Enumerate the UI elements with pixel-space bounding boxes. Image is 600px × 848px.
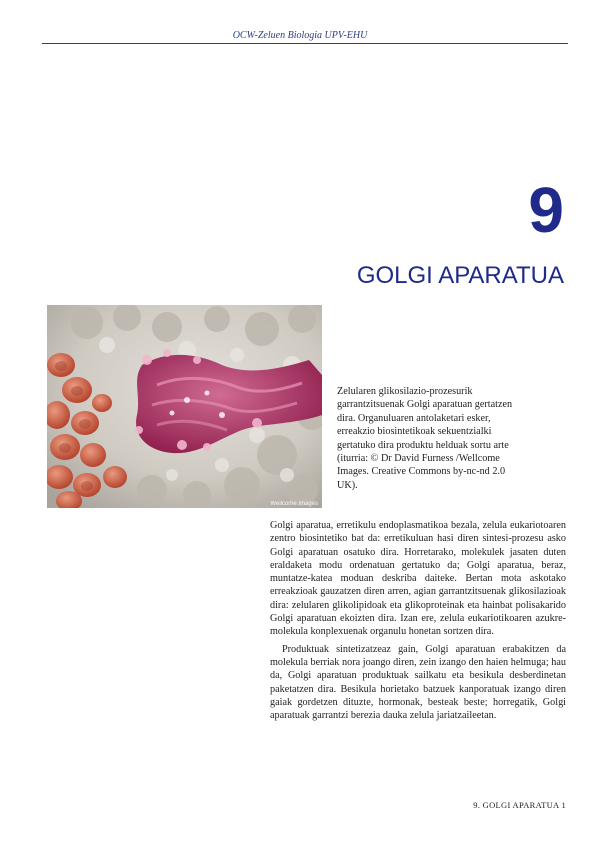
wellcome-images-watermark: Wellcome Images (270, 501, 318, 507)
figure-caption: Zelularen glikosilazio-prozesurik garrantzitsuenak Golgi aparatuan gertatzen dira. Organuluaren antolaketari esker, erreakzio biosintetikoak sekuentzialki gertatuko dira produktu helduak sortu arte (iturria: © Dr David Furness /Wellcome Images. Creative Commons by-nc-nd 2.0 UK). (337, 386, 513, 491)
running-header: OCW-Zeluen Biologia UPV-EHU (232, 30, 368, 41)
chapter-title: GOLGI APARATUA (356, 262, 564, 289)
golgi-micrograph (47, 305, 322, 508)
body-paragraph: Golgi aparatua, erretikulu endoplasmatikoa bezala, zelula eukariotoaren zentro biosintetiko bat da: erretikuluan hasi diren sintesi-prozesu asko Golgi aparatuan osatuko dira. Horretarako, molekulek jasaten duten eraldaketa modu ordenatuan gertatuko da; Golgi aparatua, beraz, muntatze-katea moduan deskriba daiteke. Bertan mota askotako erreakzioak gauzatzen diren arren, agian garrantzitsuenak glikosilazioak dira: zelularen glikolipidoak eta glikoproteinak eta hainbat polisakarido Golgi aparatuan ekoizten dira. Izan ere, zelula eukariotikoaren azukre-molekula konplexuenak organulu honetan sortzen dira. (270, 520, 566, 638)
chapter-body (270, 519, 566, 722)
page-footer: 9. GOLGI APARATUA 1 (473, 800, 566, 810)
header-rule (42, 43, 568, 44)
body-paragraph: Produktuak sintetizatzeaz gain, Golgi aparatuan erabakitzen da molekula berriak nora joango diren, zein izango den haien helmuga; hau da, Golgi aparatuan produktuak sailkatu eta besikula desberdinetan paketatzen dira. Besikula horietako batzuek kanporatuak izango diren gaiak gordetzen dituzte, hormonak, besteak beste; horregatik, Golgi aparatuak garrantzi berezia dauka zelula jariatzaileetan. (270, 643, 566, 722)
micrograph-illustration (47, 305, 322, 508)
chapter-number: 9 (528, 174, 564, 246)
